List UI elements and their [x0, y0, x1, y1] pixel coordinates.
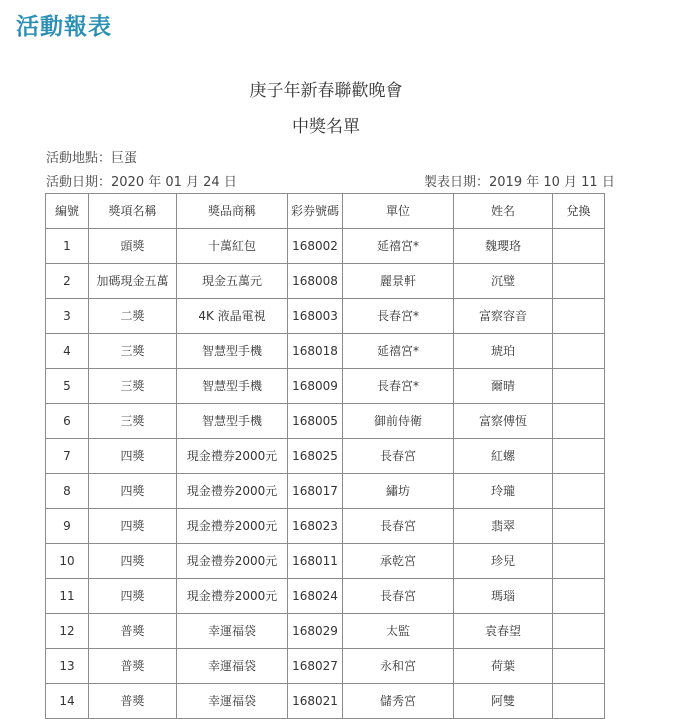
- table-row: [46, 369, 605, 404]
- cell-name: 荷葉: [454, 649, 553, 684]
- cell-number: 1: [46, 229, 89, 264]
- cell-redeem: [553, 404, 605, 439]
- column-header-unit: 單位: [343, 194, 454, 229]
- cell-number: 2: [46, 264, 89, 299]
- cell-prize: 現金禮券2000元: [177, 579, 288, 614]
- cell-unit: 長春宮*: [343, 369, 454, 404]
- cell-name: 袁春望: [454, 614, 553, 649]
- cell-ticket: 168003: [288, 299, 343, 334]
- cell-prize: 現金五萬元: [177, 264, 288, 299]
- cell-number: 11: [46, 579, 89, 614]
- table-row: [46, 474, 605, 509]
- cell-award: 四獎: [89, 474, 177, 509]
- table-row: [46, 439, 605, 474]
- cell-prize: 幸運福袋: [177, 649, 288, 684]
- column-header-award: 獎項名稱: [89, 194, 177, 229]
- cell-name: 富察傅恆: [454, 404, 553, 439]
- cell-name: 琥珀: [454, 334, 553, 369]
- column-header-number: 編號: [46, 194, 89, 229]
- report-date: 製表日期：2019 年 10 月 11 日: [424, 175, 615, 190]
- cell-prize: 現金禮券2000元: [177, 474, 288, 509]
- cell-number: 6: [46, 404, 89, 439]
- cell-prize: 十萬紅包: [177, 229, 288, 264]
- cell-prize: 幸運福袋: [177, 614, 288, 649]
- cell-number: 7: [46, 439, 89, 474]
- cell-number: 4: [46, 334, 89, 369]
- cell-name: 瑪瑙: [454, 579, 553, 614]
- cell-redeem: [553, 474, 605, 509]
- cell-name: 翡翠: [454, 509, 553, 544]
- cell-redeem: [553, 509, 605, 544]
- cell-unit: 永和宮: [343, 649, 454, 684]
- cell-award: 加碼現金五萬: [89, 264, 177, 299]
- cell-redeem: [553, 649, 605, 684]
- cell-award: 四獎: [89, 579, 177, 614]
- cell-redeem: [553, 229, 605, 264]
- table-row: [46, 404, 605, 439]
- winner-list-title: 中獎名單: [292, 117, 360, 137]
- cell-number: 3: [46, 299, 89, 334]
- cell-ticket: 168011: [288, 544, 343, 579]
- cell-award: 三獎: [89, 334, 177, 369]
- cell-ticket: 168029: [288, 614, 343, 649]
- cell-name: 阿雙: [454, 684, 553, 719]
- cell-ticket: 168025: [288, 439, 343, 474]
- page-heading: 活動報表: [16, 14, 112, 40]
- winners-table: [45, 193, 605, 719]
- cell-number: 5: [46, 369, 89, 404]
- cell-unit: 長春宮: [343, 579, 454, 614]
- cell-prize: 4K 液晶電視: [177, 299, 288, 334]
- cell-unit: 承乾宮: [343, 544, 454, 579]
- cell-unit: 太監: [343, 614, 454, 649]
- cell-unit: 長春宮*: [343, 299, 454, 334]
- cell-number: 8: [46, 474, 89, 509]
- cell-name: 沉璧: [454, 264, 553, 299]
- cell-unit: 儲秀宮: [343, 684, 454, 719]
- cell-unit: 長春宮: [343, 509, 454, 544]
- table-header-row: [46, 194, 605, 229]
- cell-unit: 御前侍衛: [343, 404, 454, 439]
- cell-redeem: [553, 579, 605, 614]
- column-header-redeem: 兌換: [553, 194, 605, 229]
- cell-award: 普獎: [89, 684, 177, 719]
- table-row: [46, 684, 605, 719]
- cell-award: 三獎: [89, 404, 177, 439]
- cell-award: 普獎: [89, 614, 177, 649]
- event-title: 庚子年新春聯歡晚會: [249, 81, 403, 101]
- table-row: [46, 229, 605, 264]
- cell-ticket: 168021: [288, 684, 343, 719]
- cell-redeem: [553, 684, 605, 719]
- cell-unit: 延禧宮*: [343, 229, 454, 264]
- cell-number: 14: [46, 684, 89, 719]
- cell-ticket: 168024: [288, 579, 343, 614]
- cell-ticket: 168002: [288, 229, 343, 264]
- cell-name: 紅螺: [454, 439, 553, 474]
- cell-prize: 智慧型手機: [177, 404, 288, 439]
- cell-award: 普獎: [89, 649, 177, 684]
- cell-name: 爾晴: [454, 369, 553, 404]
- cell-number: 12: [46, 614, 89, 649]
- cell-prize: 現金禮券2000元: [177, 544, 288, 579]
- cell-prize: 智慧型手機: [177, 334, 288, 369]
- cell-redeem: [553, 614, 605, 649]
- cell-ticket: 168017: [288, 474, 343, 509]
- cell-unit: 繡坊: [343, 474, 454, 509]
- table-row: [46, 614, 605, 649]
- cell-ticket: 168027: [288, 649, 343, 684]
- table-row: [46, 509, 605, 544]
- cell-prize: 現金禮券2000元: [177, 439, 288, 474]
- cell-ticket: 168008: [288, 264, 343, 299]
- event-location: 活動地點：巨蛋: [46, 151, 138, 166]
- cell-award: 二獎: [89, 299, 177, 334]
- table-row: [46, 544, 605, 579]
- cell-prize: 智慧型手機: [177, 369, 288, 404]
- table-row: [46, 649, 605, 684]
- cell-award: 頭獎: [89, 229, 177, 264]
- column-header-ticket: 彩券號碼: [288, 194, 343, 229]
- cell-redeem: [553, 299, 605, 334]
- cell-redeem: [553, 439, 605, 474]
- cell-number: 13: [46, 649, 89, 684]
- cell-award: 四獎: [89, 439, 177, 474]
- cell-name: 珍兒: [454, 544, 553, 579]
- cell-number: 10: [46, 544, 89, 579]
- column-header-prize: 獎品商稱: [177, 194, 288, 229]
- table-row: [46, 264, 605, 299]
- cell-redeem: [553, 369, 605, 404]
- cell-number: 9: [46, 509, 89, 544]
- cell-ticket: 168018: [288, 334, 343, 369]
- cell-redeem: [553, 264, 605, 299]
- cell-prize: 現金禮券2000元: [177, 509, 288, 544]
- cell-award: 四獎: [89, 544, 177, 579]
- cell-name: 玲瓏: [454, 474, 553, 509]
- cell-unit: 麗景軒: [343, 264, 454, 299]
- cell-redeem: [553, 544, 605, 579]
- cell-ticket: 168023: [288, 509, 343, 544]
- cell-redeem: [553, 334, 605, 369]
- cell-award: 四獎: [89, 509, 177, 544]
- cell-ticket: 168009: [288, 369, 343, 404]
- table-row: [46, 299, 605, 334]
- cell-name: 魏瓔珞: [454, 229, 553, 264]
- cell-unit: 延禧宮*: [343, 334, 454, 369]
- cell-award: 三獎: [89, 369, 177, 404]
- cell-name: 富察容音: [454, 299, 553, 334]
- cell-ticket: 168005: [288, 404, 343, 439]
- table-row: [46, 334, 605, 369]
- cell-unit: 長春宮: [343, 439, 454, 474]
- event-date: 活動日期：2020 年 01 月 24 日: [46, 175, 237, 190]
- table-row: [46, 579, 605, 614]
- column-header-name: 姓名: [454, 194, 553, 229]
- cell-prize: 幸運福袋: [177, 684, 288, 719]
